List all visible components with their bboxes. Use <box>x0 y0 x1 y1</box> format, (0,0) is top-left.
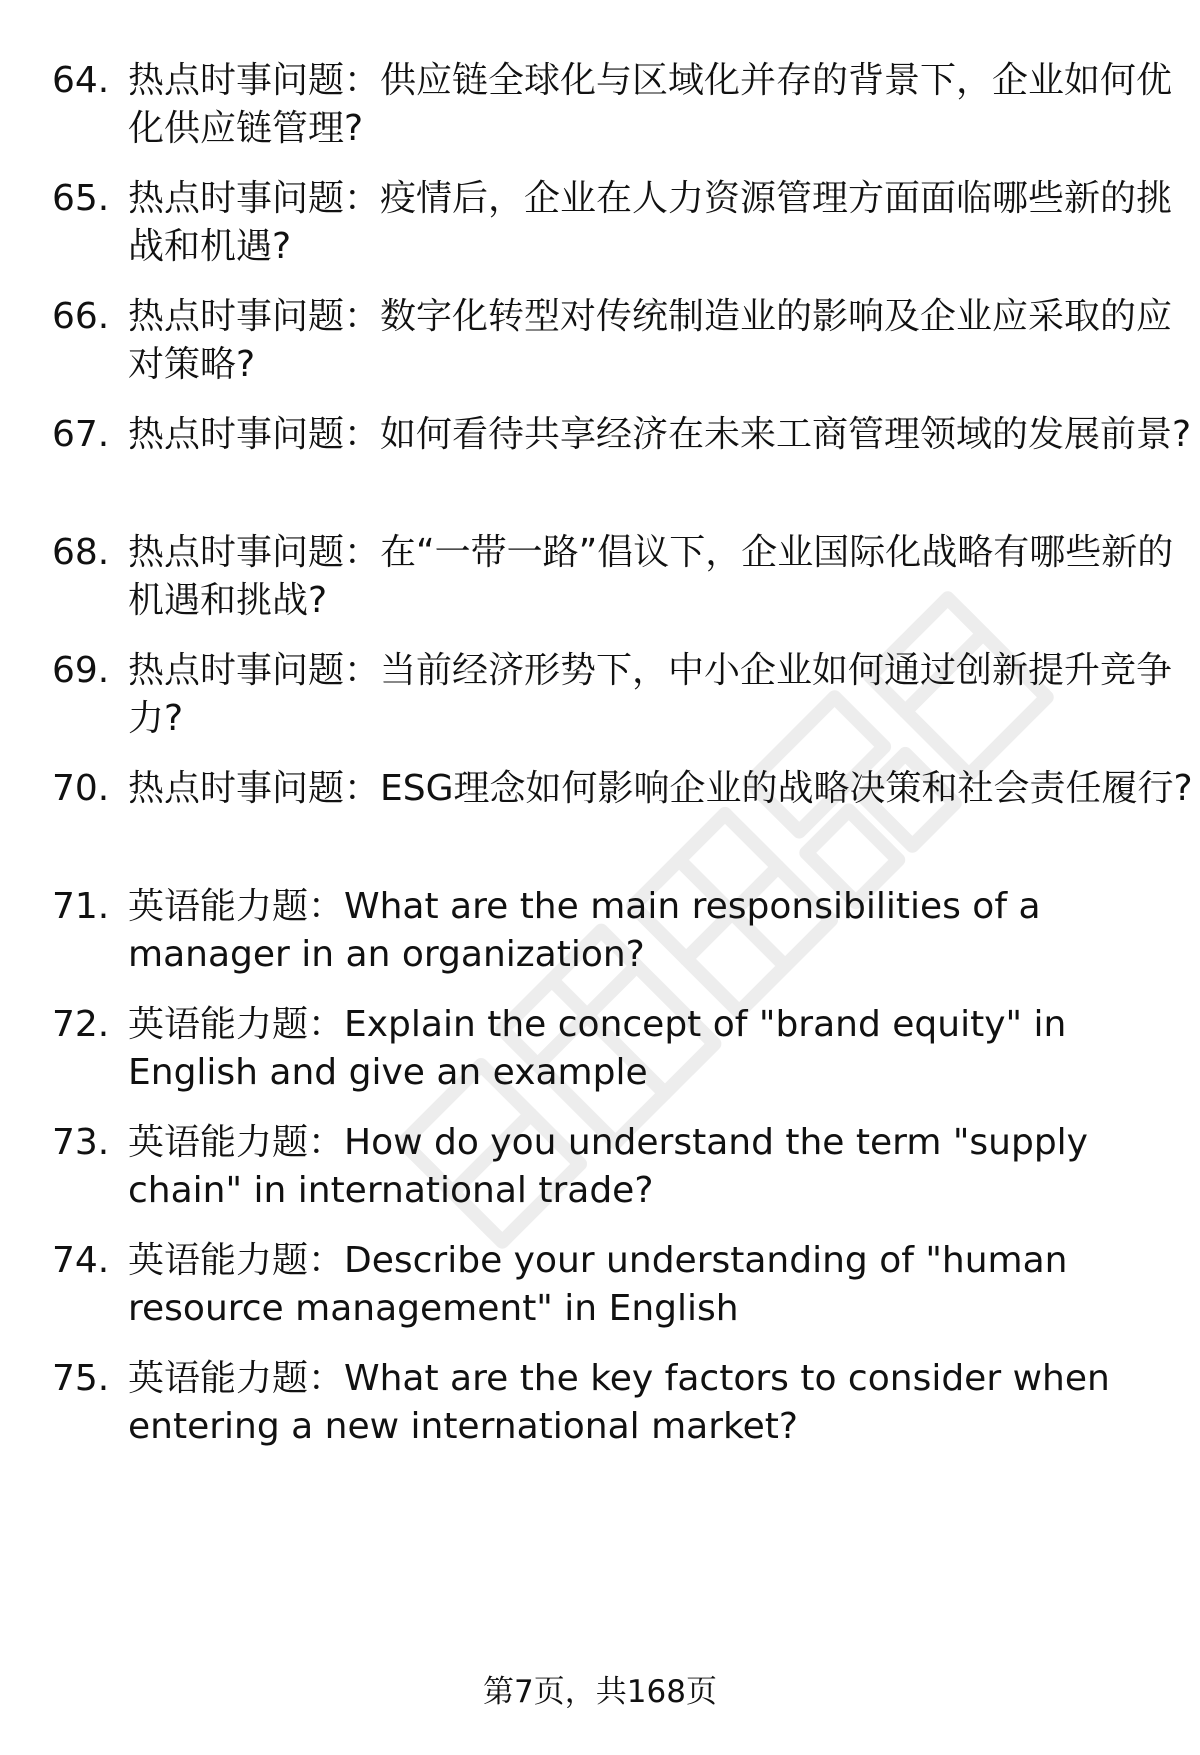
question-text: 英语能力题：What are the key factors to consider when entering a new international market? <box>128 1358 1110 1447</box>
question-item <box>52 529 1174 639</box>
question-number: 69. <box>52 650 110 691</box>
question-item <box>52 647 1173 757</box>
question-number: 65. <box>52 178 110 219</box>
question-item <box>52 1001 1152 1111</box>
question-item <box>52 883 1152 993</box>
question-text: 热点时事问题：ESG理念如何影响企业的战略决策和社会责任履行? <box>128 768 1193 809</box>
question-number: 71. <box>52 886 110 927</box>
question-item <box>52 175 1173 285</box>
question-item <box>52 293 1173 403</box>
question-number: 74. <box>52 1240 110 1281</box>
question-number: 70. <box>52 768 110 809</box>
question-item <box>52 1237 1152 1347</box>
question-number: 67. <box>52 414 110 455</box>
question-text: 英语能力题：How do you understand the term "supply chain" in international trade? <box>128 1122 1088 1211</box>
question-text: 热点时事问题：数字化转型对传统制造业的影响及企业应采取的应对策略? <box>128 296 1173 385</box>
question-item <box>52 1355 1152 1465</box>
page-footer: 第7页，共168页 <box>483 1674 717 1710</box>
question-number: 72. <box>52 1004 110 1045</box>
question-text: 热点时事问题：供应链全球化与区域化并存的背景下，企业如何优化供应链管理? <box>128 60 1173 149</box>
question-text: 热点时事问题：如何看待共享经济在未来工商管理领域的发展前景? <box>128 414 1192 455</box>
question-item <box>52 765 1193 875</box>
question-number: 75. <box>52 1358 110 1399</box>
question-text: 热点时事问题：疫情后，企业在人力资源管理方面面临哪些新的挑战和机遇? <box>128 178 1173 267</box>
question-number: 68. <box>52 532 110 573</box>
question-number: 73. <box>52 1122 110 1163</box>
question-number: 64. <box>52 60 110 101</box>
question-text: 英语能力题：Explain the concept of "brand equity" in English and give an example <box>128 1004 1067 1093</box>
question-item <box>52 411 1192 521</box>
question-item <box>52 1119 1152 1229</box>
question-number: 66. <box>52 296 110 337</box>
question-text: 热点时事问题：在“一带一路”倡议下，企业国际化战略有哪些新的机遇和挑战? <box>128 532 1174 621</box>
question-item <box>52 57 1173 167</box>
question-text: 英语能力题：Describe your understanding of "human resource management" in English <box>128 1240 1068 1329</box>
question-text: 热点时事问题：当前经济形势下，中小企业如何通过创新提升竞争力? <box>128 650 1173 739</box>
question-text: 英语能力题：What are the main responsibilities of a manager in an organization? <box>128 886 1041 975</box>
